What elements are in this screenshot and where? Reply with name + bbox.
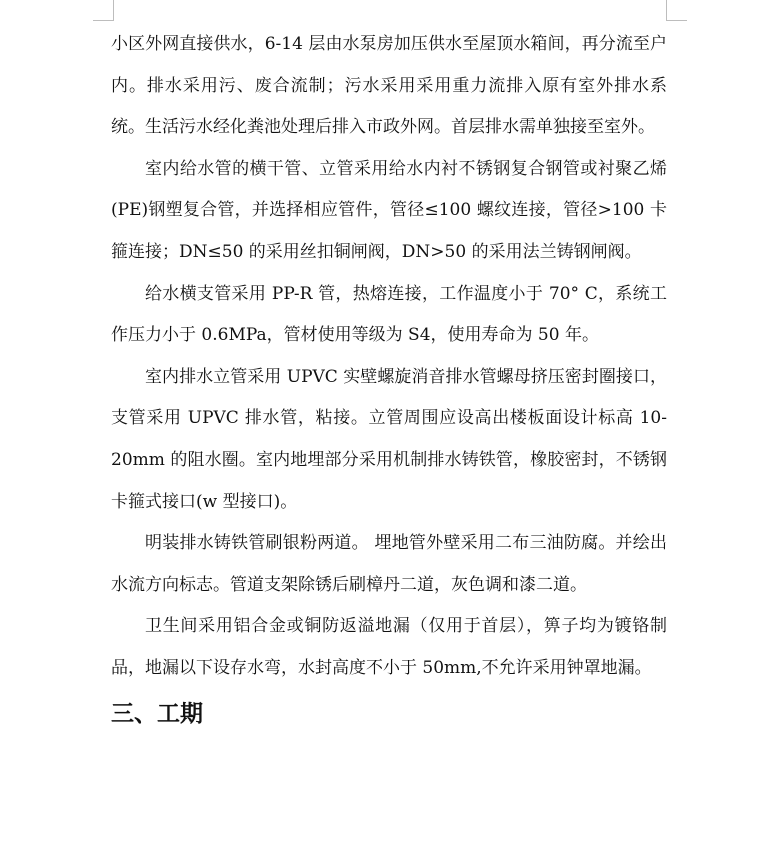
paragraph-cast-iron-coating: 明装排水铸铁管刷银粉两道。 埋地管外壁采用二布三油防腐。并绘出水流方向标志。管道支架除锈后刷樟丹二道，灰色调和漆二道。 bbox=[111, 533, 667, 595]
paragraph-water-supply-drainage: 小区外网直接供水，6-14 层由水泵房加压供水至屋顶水箱间，再分流至户内。排水采用污、废合流制；污水采用采用重力流排入原有室外排水系统。生活污水经化粪池处理后排入市政外网。首层排水需单独接至室外。 bbox=[111, 34, 667, 138]
paragraph-ppr-branch-pipes: 给水横支管采用 PP-R 管，热熔连接，工作温度小于 70° C，系统工作压力小于 0.6MPa，管材使用等级为 S4，使用寿命为 50 年。 bbox=[111, 283, 667, 346]
paragraph-upvc-drain-pipes: 室内排水立管采用 UPVC 实壁螺旋消音排水管螺母挤压密封圈接口，支管采用 UPVC 排水管，粘接。立管周围应设高出楼板面设计标高 10-20mm 的阻水圈。室内地埋部分采用机制排水铸铁管，橡胶密封，不锈钢卡箍式接口(w 型接口)。 bbox=[111, 366, 667, 512]
section-heading-schedule: 三、工期 bbox=[111, 699, 203, 727]
document-body bbox=[111, 24, 667, 734]
right-crop-mark bbox=[666, 0, 687, 21]
paragraph-indoor-water-pipes: 室内给水管的横干管、立管采用给水内衬不锈钢复合钢管或衬聚乙烯(PE)钢塑复合管，并选择相应管件，管径≤100 螺纹连接，管径>100 卡箍连接；DN≤50 的采用丝扣铜闸阀，DN>50 的采用法兰铸钢闸阀。 bbox=[111, 158, 667, 262]
paragraph-floor-drains: 卫生间采用铝合金或铜防返溢地漏（仅用于首层），箅子均为镀铬制品，地漏以下设存水弯，水封高度不小于 50mm,不允许采用钟罩地漏。 bbox=[111, 616, 667, 678]
left-crop-mark bbox=[93, 0, 114, 21]
